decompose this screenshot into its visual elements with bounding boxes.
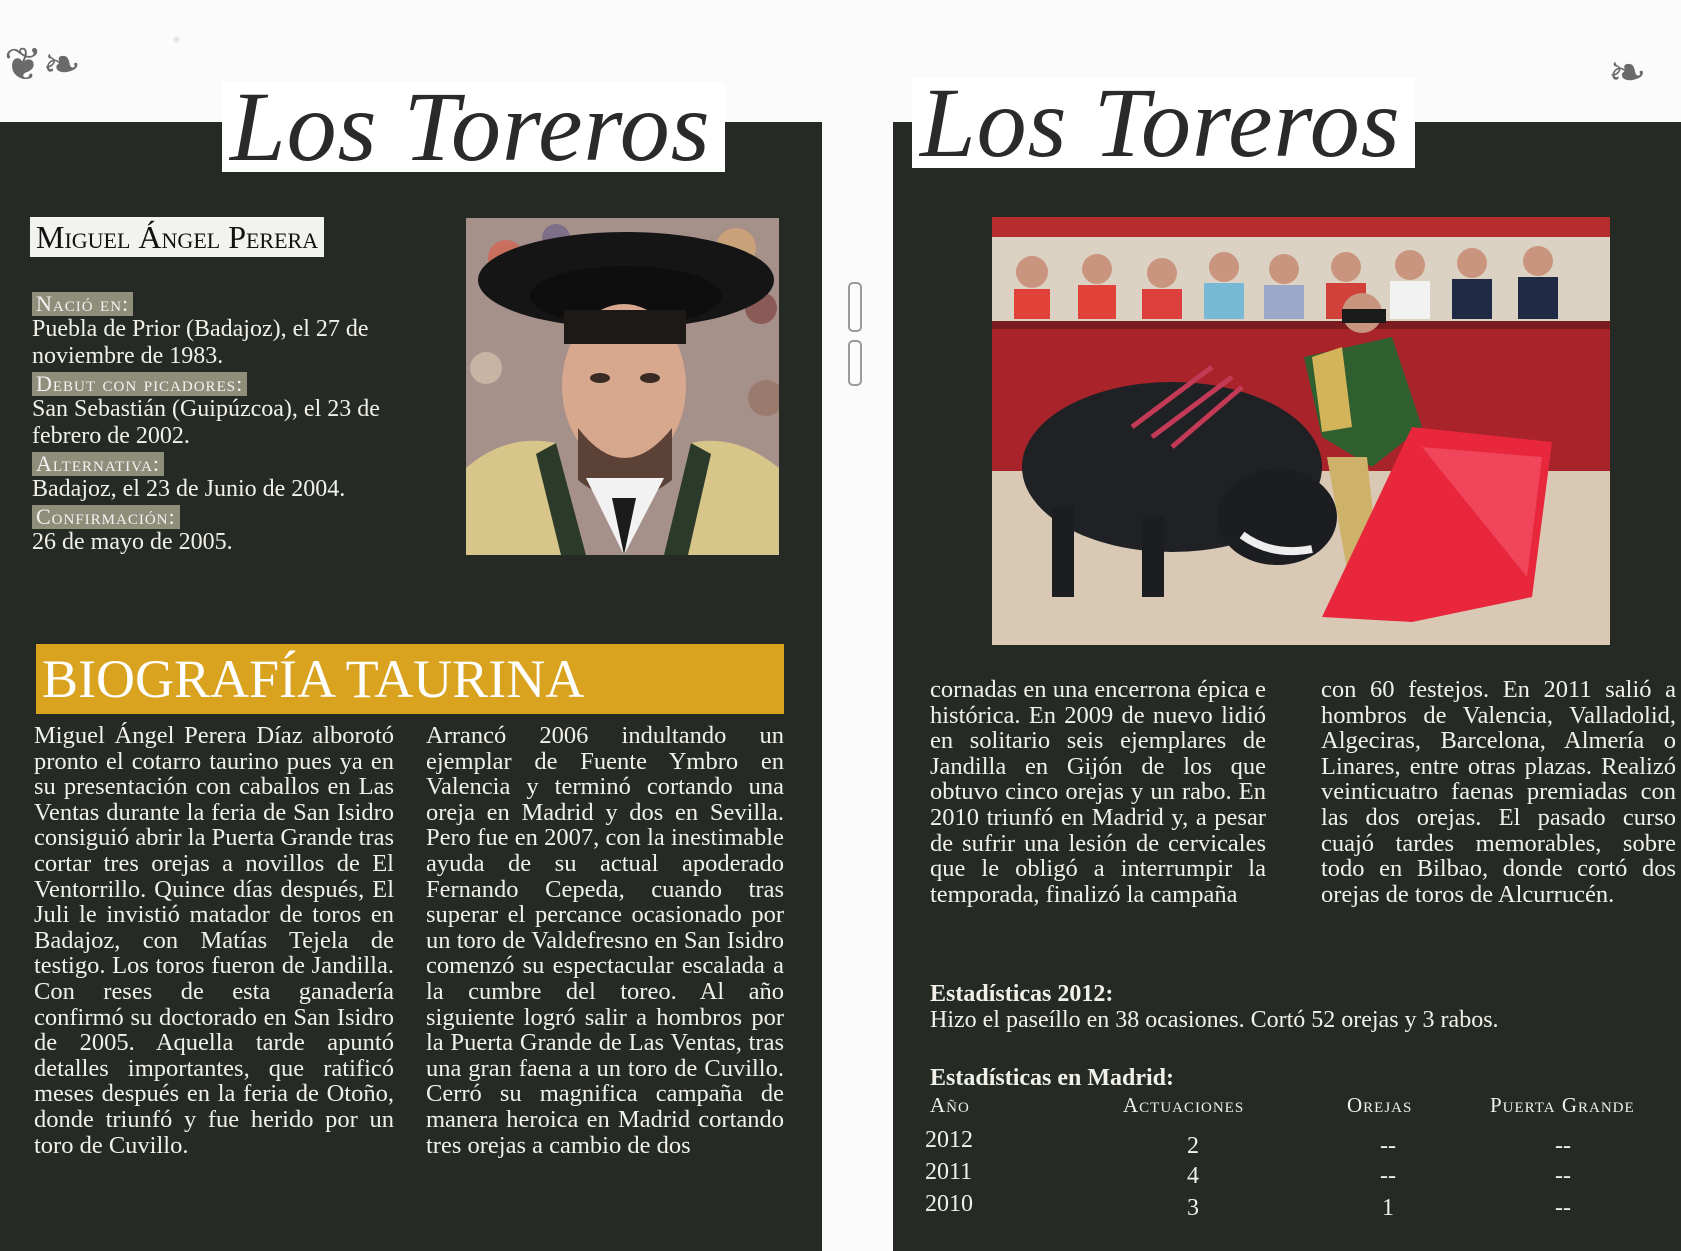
bullfight-illustration xyxy=(992,217,1610,645)
table-header-puerta-grande: Puerta Grande xyxy=(1490,1093,1635,1117)
fact-label: Nació en: xyxy=(32,292,133,316)
bio-column-2: Arrancó 2006 indultando un ejemplar de Fuente Ymbro en Valencia y terminó cortando una oreja en Madrid y dos en Sevilla. Pero fue en 2007, con la inestimable ayuda de su actual apoderado Fernando Cepeda, cuando tras superar el percance ocasionado por un toro de Valdefresno en San Isidro comenzó su espectacular escalada a la cumbre del toreo. Al año siguiente logró salir a hombros por la Puerta Grande de Las Ventas, tras una gran faena a un toro de Cuvillo. Cerró su magnifica campaña de manera heroica en Madrid cortando tres orejas a cambio de dos xyxy=(426,722,784,1159)
left-page xyxy=(0,122,822,1251)
cell-year: 2011 xyxy=(925,1159,973,1185)
cell-orejas: 1 xyxy=(1382,1195,1394,1221)
facts-list xyxy=(32,292,432,556)
right-page xyxy=(893,122,1681,1251)
scroll-ornament-right-icon: ❧ xyxy=(1608,47,1647,98)
bio-column-4: con 60 festejos. En 2011 salió a hombros de Valencia, Valladolid, Algeciras, Barcelona, Almería o Linares, entre otras plazas. Realizó veinticuatro faenas premiadas con las dos orejas. El pasado curso cuajó tardes memorables, sobre todo en Bilbao, donde cortó dos orejas de toros de Alcurrucén. xyxy=(1321,676,1676,908)
cell-actuaciones: 2 xyxy=(1187,1133,1199,1159)
cell-puerta-grande: -- xyxy=(1555,1163,1571,1189)
stats-2012-text: Hizo el paseíllo en 38 ocasiones. Cortó 52 orejas y 3 rabos. xyxy=(930,1007,1499,1033)
portrait-photo xyxy=(466,218,779,555)
bullfight-photo xyxy=(992,217,1610,645)
cell-puerta-grande: -- xyxy=(1555,1195,1571,1221)
cell-orejas: -- xyxy=(1380,1133,1396,1159)
stats-madrid-title: Estadísticas en Madrid: xyxy=(930,1065,1175,1091)
fact-confirmacion xyxy=(32,505,432,556)
table-header-year: Año xyxy=(930,1093,970,1117)
fact-value: Puebla de Prior (Badajoz), el 27 de noviembre de 1983. xyxy=(32,316,369,369)
cell-year: 2010 xyxy=(925,1191,973,1217)
fact-label: Alternativa: xyxy=(32,452,164,476)
bio-column-3: cornadas en una encerrona épica e histórica. En 2009 de nuevo lidió en solitario seis ejemplares de Jandilla en Gijón de los que obtuvo cinco orejas y un rabo. En 2010 triunfó en Madrid y, a pesar de sufrir una lesión de cervicales que le obligó a interrumpir la temporada, finalizó la campaña xyxy=(930,676,1266,908)
table-header-actuaciones: Actuaciones xyxy=(1123,1093,1245,1117)
fact-value: San Sebastián (Guipúzcoa), el 23 de febrero de 2002. xyxy=(32,396,380,449)
section-heading: BIOGRAFÍA TAURINA xyxy=(36,644,784,714)
fact-debut xyxy=(32,372,432,450)
portrait-illustration xyxy=(466,218,779,555)
fact-value: 26 de mayo de 2005. xyxy=(32,529,233,555)
page-title-left: Los Toreros xyxy=(222,82,725,172)
fact-birthplace xyxy=(32,292,432,370)
bio-column-1: Miguel Ángel Perera Díaz alborotó pronto el cotarro taurino pues ya en su presentación con caballos en Las Ventas durante la feria de San Isidro consiguió abrir la Puerta Grande tras cortar tres orejas a novillos de El Ventorrillo. Quince días después, El Juli le invistió matador de toros en Badajoz, con Matías Tejela de testigo. Los toros fueron de Jandilla. Con reses de esta ganadería confirmó su doctorado en San Isidro de 2005. Aquella tarde apuntó detalles importantes, que ratificó meses después en la feria de Otoño, donde triunfó y fue herido por un toro de Cuvillo. xyxy=(34,722,394,1159)
bullfighter-name: Miguel Ángel Perera xyxy=(30,217,324,257)
page-title-right: Los Toreros xyxy=(912,78,1415,168)
table-header-orejas: Orejas xyxy=(1347,1093,1413,1117)
fact-label: Confirmación: xyxy=(32,505,180,529)
fact-value: Badajoz, el 23 de Junio de 2004. xyxy=(32,476,346,502)
staple-top xyxy=(848,282,862,332)
stats-2012-title: Estadísticas 2012: xyxy=(930,981,1114,1007)
staple-bottom xyxy=(848,340,862,386)
cell-orejas: -- xyxy=(1380,1163,1396,1189)
fact-label: Debut con picadores: xyxy=(32,372,247,396)
scroll-ornament-left-icon: ❦❧ xyxy=(4,39,82,90)
magazine-spine xyxy=(822,0,893,1251)
cell-year: 2012 xyxy=(925,1127,973,1153)
cell-puerta-grande: -- xyxy=(1555,1133,1571,1159)
bleed-through-text: · xyxy=(170,19,183,61)
cell-actuaciones: 4 xyxy=(1187,1163,1199,1189)
cell-actuaciones: 3 xyxy=(1187,1195,1199,1221)
fact-alternativa xyxy=(32,452,432,503)
